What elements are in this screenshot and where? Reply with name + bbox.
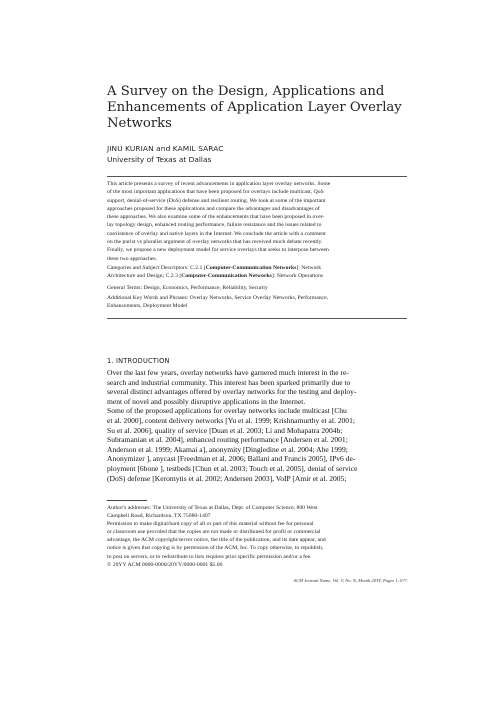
category-bold: Computer-Communication Networks	[181, 273, 272, 280]
body-line: Some of the proposed applications for overlay networks include multicast [Chu	[107, 406, 347, 416]
abstract	[107, 180, 330, 263]
footnote-line: advantage, the ACM copyright/server notice, the title of the publication, and its date appear, and	[107, 537, 326, 544]
footnote-line: notice is given that copying is by permission of the ACM, Inc. To copy otherwise, to republish,	[107, 545, 324, 552]
abstract-line: Finally, we propose a new deployment model for service overlays that seeks to interpose between	[107, 247, 329, 254]
body-line: (DoS) defense [Keromytis et al. 2002; Andersen 2003], VoIP [Amir et al. 2005;	[107, 473, 347, 483]
introduction-text	[107, 368, 357, 483]
body-line: Anderson et al. 1999; Akamai a], anonymity [Dingledine et al. 2004; Abe 1999;	[107, 444, 348, 454]
footnote-line: © 20YY ACM 0000-0000/20YY/0000-0001 $5.00	[107, 561, 223, 568]
footnote-line: Author's addresses: The University of Texas at Dallas, Dept. of Computer Science, 800 West	[107, 505, 318, 511]
body-line: ployment [6bone ], testbeds [Chun et al. 2003; Touch et al. 2005], denial of service	[107, 463, 358, 473]
title-line: Networks	[107, 116, 172, 131]
categories-line: Categories and Subject Descriptors: C.2.1 [Computer-Communication Networks]: Network	[107, 265, 322, 271]
categories	[107, 264, 323, 281]
paper-title	[107, 84, 407, 132]
author-names: JINU KURIAN and KAMIL SARAC	[107, 144, 224, 153]
abstract-line: of the most important applications that have been proposed for overlays include multicast, QoS	[107, 189, 324, 196]
keywords	[107, 294, 328, 311]
abstract-line: support, denial-of-service (DoS) defense and resilient routing. We look at some of the important	[107, 197, 326, 204]
footnote-line: or classroom use provided that the copies are not made or distributed for profit or commercial	[107, 529, 321, 536]
footnote-line: Campbell Road, Richardson, TX 75080-1407	[107, 513, 211, 520]
running-footer: ACM Journal Name, Vol. V, No. N, Month 20YY, Pages 1–0??.	[293, 578, 408, 583]
abstract-top-rule	[107, 176, 407, 177]
body-line: ment of novel and possibly disruptive applications in the Internet.	[107, 396, 306, 406]
title-line: Enhancements of Application Layer Overlay	[107, 100, 402, 115]
body-line: several distinct advantages offered by overlay networks for the testing and deploy-	[107, 387, 357, 397]
body-line: search and industrial community. This interest has been sparked primarily due to	[107, 377, 351, 387]
abstract-line: these approaches. We also examine some of the enhancements that have been proposed in over-	[107, 214, 325, 221]
keywords-line: Enhancements, Deployment Model	[107, 303, 188, 310]
abstract-line: these two approaches.	[107, 255, 158, 262]
footnote-rule	[107, 500, 147, 501]
categories-line: Architecture and Design; C.2.3 [Computer-Communication Networks]: Network Operations	[107, 273, 324, 280]
general-terms: General Terms: Design, Economics, Performance, Reliability, Security	[107, 285, 268, 291]
section-heading: 1. INTRODUCTION	[107, 357, 170, 365]
abstract-line: coexistence of overlay and native layers in the Internet. We conclude the article with a comment	[107, 230, 326, 237]
abstract-line: This article presents a survey of recent advancements in application layer overlay networks. Some	[107, 181, 331, 187]
footnote-line: Permission to make digital/hard copy of all or part of this material without fee for personal	[107, 521, 314, 528]
body-line: Su et al. 2006], quality of service [Duan et al. 2003; Li and Mohapatra 2004b;	[107, 425, 343, 435]
abstract-line: approaches proposed for these applications and compare the advantages and disadvantages of	[107, 205, 320, 212]
affiliation: University of Texas at Dallas	[107, 155, 212, 164]
abstract-line: lay topology design, enhanced routing performance, failure resistance and the issues related to	[107, 222, 322, 229]
abstract-bottom-rule	[107, 318, 407, 319]
keywords-line: Additional Key Words and Phrases: Overlay Networks, Service Overlay Networks, Performance,	[107, 295, 329, 301]
body-line: et al. 2000], content delivery networks [Yu et al. 1999; Krishnamurthy et al. 2001;	[107, 415, 355, 425]
footnote-line: to post on servers, or to redistribute to lists requires prior specific permission and/or a fee.	[107, 553, 312, 560]
title-line: A Survey on the Design, Applications and	[107, 84, 385, 99]
body-line: Anonymizer ], anycast [Freedman et al. 2006; Ballani and Francis 2005], IPv6 de-	[107, 454, 356, 464]
footnote	[107, 504, 326, 569]
body-line: Over the last few years, overlay networks have garnered much interest in the re-	[107, 368, 349, 377]
body-line: Subramanian et al. 2004], enhanced routing performance [Andersen et al. 2001;	[107, 435, 348, 445]
abstract-line: on the purist vs pluralist argument of overlay networks that has received much debate recently.	[107, 239, 323, 246]
category-bold: Computer-Communication Networks	[205, 265, 297, 271]
